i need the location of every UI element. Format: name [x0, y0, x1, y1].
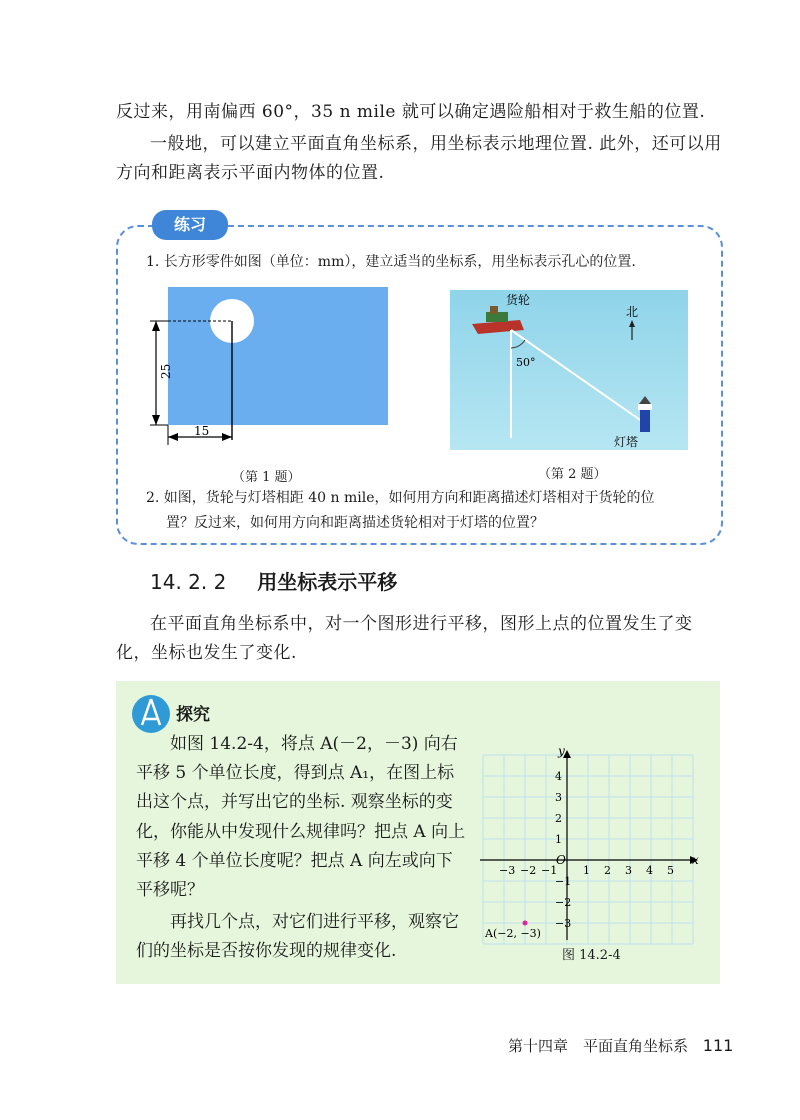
question-2-line-1: 2. 如图，货轮与灯塔相距 40 n mile，如何用方向和距离描述灯塔相对于货轮的位: [146, 490, 655, 506]
x-axis-label: x: [692, 853, 699, 867]
y-tick-label: −2: [555, 896, 572, 909]
dim-vertical-label: 25: [159, 363, 173, 379]
ship-label: 货轮: [506, 293, 531, 307]
question-1: 1. 长方形零件如图（单位：mm），建立适当的坐标系，用坐标表示孔心的位置.: [146, 254, 636, 270]
x-tick-label: 4: [646, 864, 653, 877]
question-2: [146, 486, 706, 536]
y-tick-label: 4: [555, 770, 562, 783]
x-tick-label: −1: [541, 864, 558, 877]
figure-2-caption: （第 2 题）: [538, 467, 607, 482]
tower-label: 灯塔: [614, 435, 639, 449]
x-tick-label: −3: [499, 864, 516, 877]
graph-caption: 图 14.2-4: [562, 948, 621, 963]
y-tick-label: 3: [555, 791, 562, 804]
x-tick-label: 5: [667, 864, 674, 877]
angle-label: 50°: [516, 356, 536, 369]
x-tick-label: 2: [604, 864, 611, 877]
practice-tag: 练习: [152, 210, 228, 240]
paragraph-2: 一般地，可以建立平面直角坐标系，用坐标表示地理位置. 此外，还可以用方向和距离表示平面内物体的位置.: [116, 134, 722, 183]
question-2-line-2: 置？反过来，如何用方向和距离描述货轮相对于灯塔的位置？: [166, 515, 544, 532]
paragraph-1: 反过来，用南偏西 60°，35 n mile 就可以确定遇险船相对于救生船的位置.: [116, 102, 706, 122]
coordinate-graph: [480, 740, 710, 965]
x-tick-label: 3: [625, 864, 632, 877]
dim-horizontal-label: 15: [194, 424, 210, 438]
explore-compass-icon: [130, 693, 172, 735]
x-tick-label: 1: [583, 864, 590, 877]
explore-text-1: 如图 14.2-4，将点 A(－2，－3) 向右平移 5 个单位长度，得到点 A₁，在图上标出这个点，并写出它的坐标. 观察坐标的变化，你能从中发现什么规律吗？把点 A 向上平移 4 个单位长度呢？把点 A 向左或向下平移呢？: [136, 734, 466, 901]
figure-1-caption: （第 1 题）: [232, 470, 301, 485]
origin-label: O: [556, 853, 566, 867]
explore-text-2: 再找几个点，对它们进行平移，观察它们的坐标是否按你发现的规律变化.: [136, 912, 459, 962]
y-tick-label: 2: [555, 812, 562, 825]
footer-chapter: 第十四章 平面直角坐标系: [508, 1037, 689, 1055]
section-number: 14. 2. 2: [150, 570, 227, 594]
y-tick-label: −1: [555, 875, 572, 888]
graph-grid: [483, 755, 693, 944]
section-title: 用坐标表示平移: [257, 570, 398, 594]
north-label: 北: [626, 305, 639, 319]
page-number: 111: [702, 1036, 734, 1055]
y-tick-label: 1: [555, 833, 562, 846]
section-paragraph: 在平面直角坐标系中，对一个图形进行平移，图形上点的位置发生了变化，坐标也发生了变化.: [116, 614, 693, 663]
y-axis-label: y: [558, 744, 565, 758]
point-a: [523, 921, 528, 926]
figure-2: [450, 290, 690, 452]
explore-title: 探究: [176, 705, 210, 725]
page-footer: [508, 1035, 733, 1056]
point-a-label: A(−2, −3): [485, 927, 541, 940]
section-heading: [150, 566, 397, 595]
y-tick-label: −3: [555, 917, 572, 930]
figure-1: [140, 285, 400, 455]
x-tick-label: −2: [520, 864, 537, 877]
